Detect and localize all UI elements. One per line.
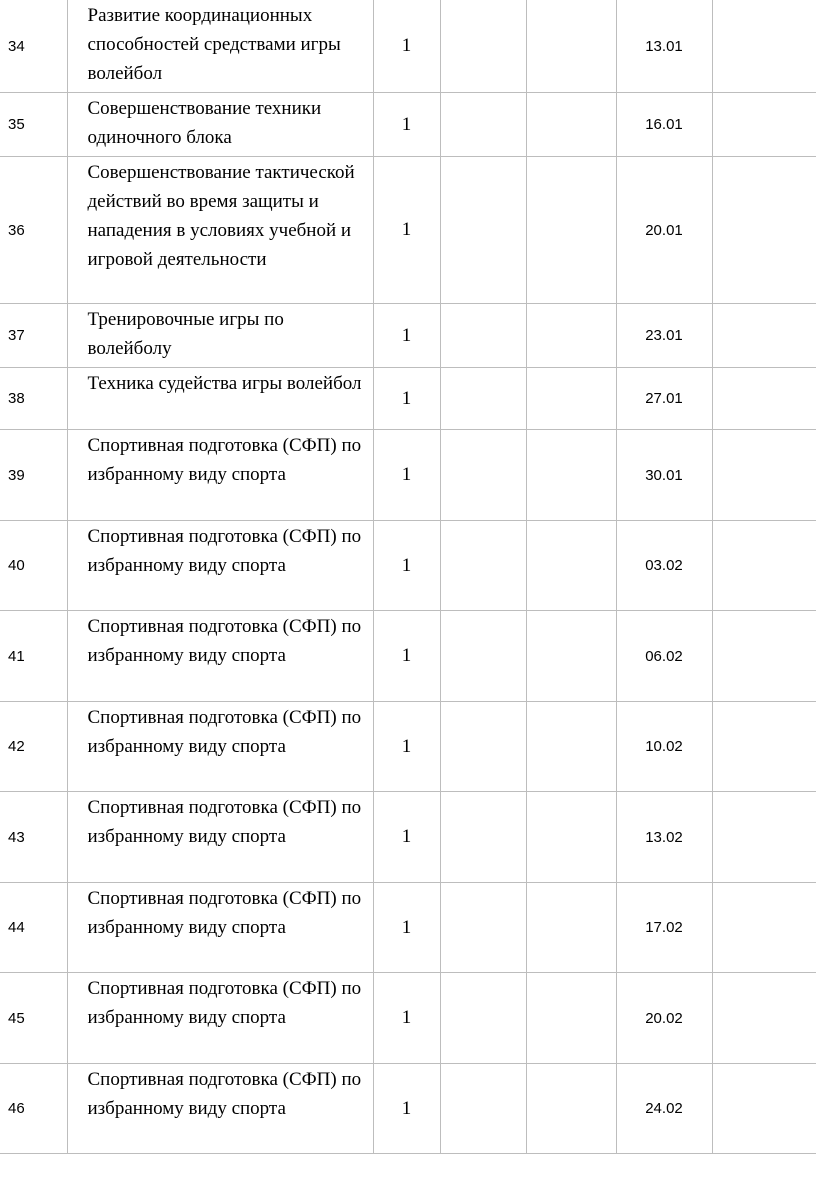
empty-cell (440, 430, 526, 521)
empty-cell (526, 973, 616, 1064)
table-row (0, 157, 816, 304)
lesson-date: 13.02 (616, 792, 712, 883)
empty-cell (440, 883, 526, 973)
lesson-number: 44 (0, 883, 67, 973)
lesson-number: 37 (0, 304, 67, 368)
lesson-topic: Техника судейства игры волейбол (67, 368, 373, 430)
empty-cell (712, 702, 816, 792)
lesson-number: 43 (0, 792, 67, 883)
empty-cell (712, 368, 816, 430)
empty-cell (440, 0, 526, 93)
empty-cell (712, 973, 816, 1064)
empty-cell (526, 883, 616, 973)
table-row (0, 1064, 816, 1154)
empty-cell (526, 93, 616, 157)
lesson-topic: Спортивная подготовка (СФП) по избранному виду спорта (67, 792, 373, 883)
empty-cell (440, 702, 526, 792)
empty-cell (712, 157, 816, 304)
lesson-number: 34 (0, 0, 67, 93)
empty-cell (440, 973, 526, 1064)
empty-cell (440, 368, 526, 430)
empty-cell (712, 521, 816, 611)
table-row (0, 702, 816, 792)
table-row (0, 792, 816, 883)
lesson-number: 40 (0, 521, 67, 611)
empty-cell (526, 611, 616, 702)
lesson-date: 23.01 (616, 304, 712, 368)
lesson-number: 36 (0, 157, 67, 304)
lesson-hours: 1 (373, 883, 440, 973)
lesson-topic: Спортивная подготовка (СФП) по избранному виду спорта (67, 611, 373, 702)
empty-cell (440, 611, 526, 702)
lesson-date: 17.02 (616, 883, 712, 973)
table-row (0, 973, 816, 1064)
lesson-hours: 1 (373, 792, 440, 883)
lesson-number: 41 (0, 611, 67, 702)
empty-cell (526, 157, 616, 304)
empty-cell (440, 521, 526, 611)
table-row (0, 368, 816, 430)
lesson-hours: 1 (373, 93, 440, 157)
lesson-number: 35 (0, 93, 67, 157)
lesson-topic: Спортивная подготовка (СФП) по избранному виду спорта (67, 973, 373, 1064)
lesson-topic: Совершенствование техники одиночного блока (67, 93, 373, 157)
empty-cell (526, 430, 616, 521)
lesson-date: 16.01 (616, 93, 712, 157)
lesson-date: 20.01 (616, 157, 712, 304)
lesson-topic: Спортивная подготовка (СФП) по избранному виду спорта (67, 521, 373, 611)
lesson-date: 24.02 (616, 1064, 712, 1154)
table-row (0, 883, 816, 973)
empty-cell (712, 611, 816, 702)
lesson-hours: 1 (373, 0, 440, 93)
empty-cell (712, 304, 816, 368)
lesson-number: 46 (0, 1064, 67, 1154)
lesson-topic: Тренировочные игры по волейболу (67, 304, 373, 368)
lesson-date: 20.02 (616, 973, 712, 1064)
table-row (0, 611, 816, 702)
lesson-number: 39 (0, 430, 67, 521)
lesson-date: 30.01 (616, 430, 712, 521)
empty-cell (526, 702, 616, 792)
lesson-date: 27.01 (616, 368, 712, 430)
lesson-number: 42 (0, 702, 67, 792)
lesson-topic: Развитие координационных способностей средствами игры волейбол (67, 0, 373, 93)
lesson-hours: 1 (373, 157, 440, 304)
empty-cell (526, 1064, 616, 1154)
lesson-hours: 1 (373, 521, 440, 611)
lesson-date: 06.02 (616, 611, 712, 702)
empty-cell (712, 430, 816, 521)
empty-cell (712, 792, 816, 883)
empty-cell (440, 1064, 526, 1154)
lesson-date: 03.02 (616, 521, 712, 611)
lesson-hours: 1 (373, 304, 440, 368)
lesson-hours: 1 (373, 1064, 440, 1154)
lesson-topic: Спортивная подготовка (СФП) по избранному виду спорта (67, 702, 373, 792)
lesson-date: 13.01 (616, 0, 712, 93)
lesson-number: 45 (0, 973, 67, 1064)
empty-cell (440, 157, 526, 304)
lesson-topic: Спортивная подготовка (СФП) по избранному виду спорта (67, 430, 373, 521)
empty-cell (440, 792, 526, 883)
lesson-topic: Спортивная подготовка (СФП) по избранному виду спорта (67, 883, 373, 973)
lesson-hours: 1 (373, 702, 440, 792)
lesson-hours: 1 (373, 973, 440, 1064)
lesson-hours: 1 (373, 611, 440, 702)
table-row (0, 304, 816, 368)
empty-cell (526, 304, 616, 368)
lesson-date: 10.02 (616, 702, 712, 792)
lesson-hours: 1 (373, 368, 440, 430)
lesson-number: 38 (0, 368, 67, 430)
empty-cell (712, 93, 816, 157)
empty-cell (712, 0, 816, 93)
table-row (0, 521, 816, 611)
table-row (0, 93, 816, 157)
empty-cell (526, 0, 616, 93)
table-row (0, 430, 816, 521)
empty-cell (526, 368, 616, 430)
empty-cell (526, 521, 616, 611)
empty-cell (712, 1064, 816, 1154)
empty-cell (440, 304, 526, 368)
lesson-hours: 1 (373, 430, 440, 521)
lesson-topic: Совершенствование тактической действий во время защиты и нападения в условиях учебной и игровой деятельности (67, 157, 373, 304)
table-row (0, 0, 816, 93)
lesson-topic: Спортивная подготовка (СФП) по избранному виду спорта (67, 1064, 373, 1154)
empty-cell (712, 883, 816, 973)
empty-cell (440, 93, 526, 157)
empty-cell (526, 792, 616, 883)
